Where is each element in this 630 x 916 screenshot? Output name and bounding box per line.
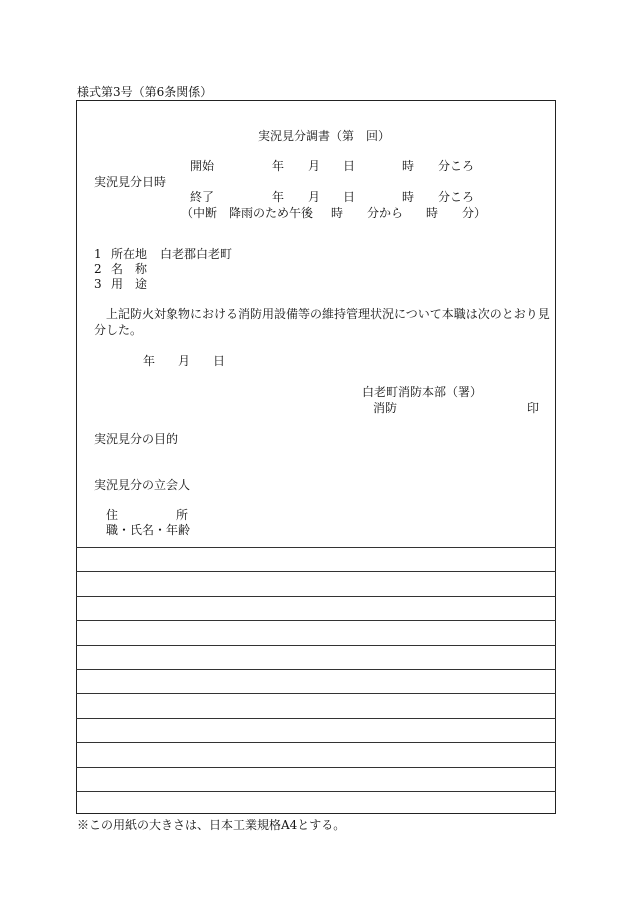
end-minute: 分ころ [438,190,475,204]
witness-address-label-a: 住 [106,508,119,522]
signature-office: 白老町消防本部（署） [362,385,483,399]
writing-line [76,571,556,572]
footnote: ※この用紙の大きさは、日本工業規格A4とする。 [77,818,346,832]
witness-address-label-b: 所 [176,508,189,522]
interruption-minute-from: 分から [367,206,404,220]
start-label: 開始 [190,159,215,173]
start-minute: 分ころ [438,159,475,173]
writing-line [76,718,556,719]
end-month: 月 [308,190,321,204]
writing-line [76,669,556,670]
datetime-label: 実況見分日時 [94,175,167,189]
date-month: 月 [178,354,191,368]
interruption-hour2: 時 [426,206,439,220]
interruption-hour1: 時 [331,206,344,220]
witness-label: 実況見分の立会人 [94,478,191,492]
end-year: 年 [272,190,285,204]
item-3-label: 用 途 [111,277,148,291]
interruption-minute-close: 分） [462,206,487,220]
writing-line [76,645,556,646]
start-month: 月 [308,159,321,173]
date-year: 年 [143,354,156,368]
signature-officer: 消防 [373,401,398,415]
end-label: 終了 [190,190,215,204]
writing-line [76,596,556,597]
item-1-number: 1 [94,247,102,261]
document-title: 実況見分調書（第 回） [258,129,391,143]
start-year: 年 [272,159,285,173]
writing-line [76,767,556,768]
end-day: 日 [343,190,356,204]
witness-name-age-label: 職・氏名・年齢 [106,523,191,537]
item-1-label: 所在地 [111,247,148,261]
form-number: 様式第3号（第6条関係） [77,85,213,99]
statement-line-1: 上記防火対象物における消防用設備等の維持管理状況について本職は次のとおり見 [106,307,550,321]
interruption-open: （中断 降雨のため午後 [181,206,314,220]
writing-line [76,547,556,548]
start-hour: 時 [402,159,415,173]
writing-line [76,742,556,743]
item-2-label: 名 称 [111,262,148,276]
purpose-label: 実況見分の目的 [94,432,179,446]
start-day: 日 [343,159,356,173]
item-2-number: 2 [94,262,102,276]
writing-line [76,791,556,792]
writing-line [76,620,556,621]
item-3-number: 3 [94,277,102,291]
writing-line [76,693,556,694]
date-day: 日 [213,354,226,368]
end-hour: 時 [402,190,415,204]
statement-line-2: 分した。 [94,323,143,337]
signature-seal: 印 [527,401,540,415]
item-1-value: 白老郡白老町 [160,247,233,261]
